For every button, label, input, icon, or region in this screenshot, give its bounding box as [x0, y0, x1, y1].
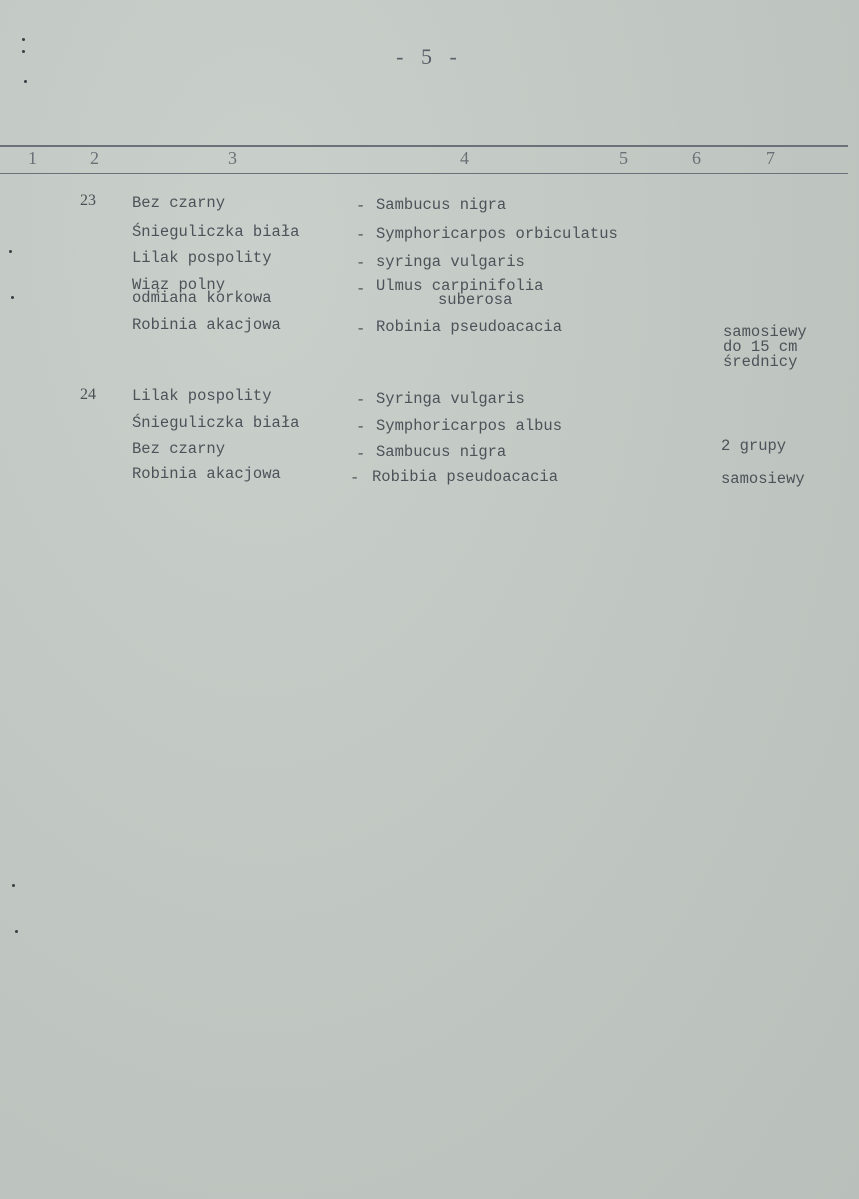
column-header-3: 3: [228, 148, 237, 168]
margin-mark: [9, 250, 12, 253]
page-number: - 5 -: [396, 44, 463, 69]
separator-dash: -: [350, 469, 360, 487]
latin-name: syringa vulgaris: [376, 253, 525, 271]
latin-name: Syringa vulgaris: [376, 390, 525, 408]
separator-dash: -: [356, 391, 366, 409]
separator-dash: -: [356, 445, 366, 463]
separator-dash: -: [356, 280, 366, 298]
latin-name: Sambucus nigra: [376, 196, 507, 214]
margin-mark: [12, 884, 15, 887]
column-header-4: 4: [460, 148, 469, 168]
column-header-2: 2: [90, 148, 99, 168]
separator-dash: -: [356, 254, 366, 272]
polish-name: Robinia akacjowa: [132, 316, 281, 334]
polish-name: Śnieguliczka biała: [132, 223, 300, 241]
polish-name: Wiąz polny: [132, 276, 226, 294]
column-header-5: 5: [619, 148, 628, 168]
latin-name: Symphoricarpos orbiculatus: [376, 225, 618, 243]
remarks-line-2: do 15 cm: [723, 338, 798, 356]
polish-name: Lilak pospolity: [132, 249, 272, 267]
remarks: samosiewy: [721, 470, 805, 488]
latin-name: Ulmus carpinifolia: [376, 277, 544, 295]
separator-dash: -: [356, 197, 366, 215]
remarks: samosiewy: [723, 323, 807, 341]
table-header-rule-top: [0, 145, 848, 147]
polish-name: Śnieguliczka biała: [132, 414, 300, 432]
margin-mark: [11, 296, 14, 299]
margin-mark: [22, 38, 25, 41]
group-number: 24: [80, 386, 96, 403]
remarks: 2 grupy: [721, 437, 787, 455]
column-header-6: 6: [692, 148, 701, 168]
latin-name: Sambucus nigra: [376, 443, 507, 461]
table-header-rule-bottom: [0, 173, 848, 174]
group-number: 23: [80, 192, 96, 209]
separator-dash: -: [356, 320, 366, 338]
column-header-1: 1: [28, 148, 37, 168]
latin-name-variant: suberosa: [438, 291, 513, 309]
separator-dash: -: [356, 226, 366, 244]
latin-name: Robinia pseudoacacia: [376, 318, 563, 336]
latin-name: Symphoricarpos albus: [376, 417, 563, 435]
margin-mark: [24, 80, 27, 83]
polish-name: Bez czarny: [132, 194, 226, 212]
column-header-7: 7: [766, 148, 775, 168]
margin-mark: [15, 930, 18, 933]
polish-name: Lilak pospolity: [132, 387, 272, 405]
polish-name: Bez czarny: [132, 440, 226, 458]
polish-name-variant: odmiana korkowa: [132, 289, 272, 307]
latin-name: Robibia pseudoacacia: [372, 468, 559, 486]
separator-dash: -: [356, 418, 366, 436]
remarks-line-3: średnicy: [723, 353, 798, 371]
polish-name: Robinia akacjowa: [132, 465, 281, 483]
